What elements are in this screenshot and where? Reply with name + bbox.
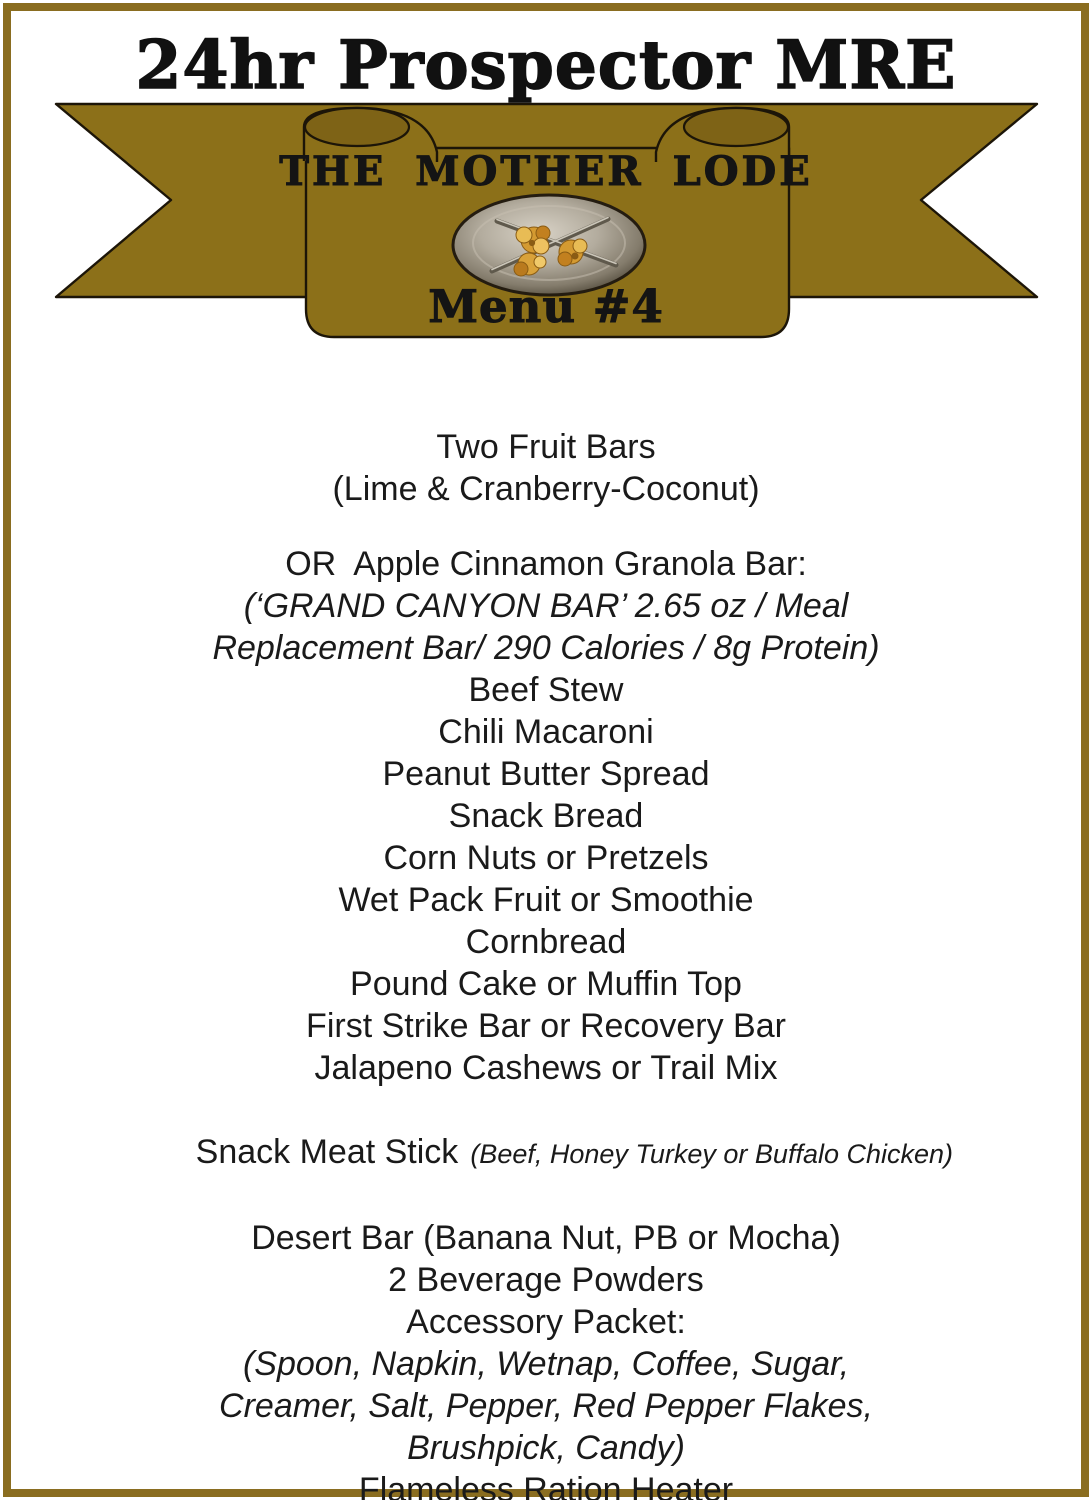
- scroll-curl-cap-left: [305, 108, 409, 146]
- menu-item-main: Snack Meat Stick: [195, 1133, 459, 1171]
- menu-item: Flameless Ration Heater: [358, 1471, 734, 1500]
- menu-item: 2 Beverage Powders: [388, 1261, 704, 1299]
- menu-item: Two Fruit Bars: [436, 428, 656, 466]
- menu-item: First Strike Bar or Recovery Bar: [306, 1007, 786, 1045]
- menu-item: Pound Cake or Muffin Top: [350, 965, 742, 1003]
- menu-item: Wet Pack Fruit or Smoothie: [338, 881, 754, 919]
- menu-item: Brushpick, Candy): [407, 1429, 685, 1467]
- banner-title: THE MOTHER LODE: [279, 148, 813, 195]
- menu-item: Desert Bar (Banana Nut, PB or Mocha): [251, 1219, 841, 1257]
- menu-item: Replacement Bar/ 290 Calories / 8g Protein): [212, 629, 880, 667]
- menu-item: (‘GRAND CANYON BAR’ 2.65 oz / Meal: [243, 587, 849, 625]
- menu-item: [0, 1089, 1092, 1217]
- menu-item-note: (Beef, Honey Turkey or Buffalo Chicken): [470, 1139, 954, 1169]
- menu-list: [0, 426, 1092, 1500]
- menu-item: Chili Macaroni: [438, 713, 654, 751]
- menu-number: Menu #4: [428, 280, 664, 333]
- menu-item: OR Apple Cinnamon Granola Bar:: [285, 545, 807, 583]
- menu-item: Snack Bread: [448, 797, 644, 835]
- menu-item: Jalapeno Cashews or Trail Mix: [314, 1049, 778, 1087]
- page-title: 24hr Prospector MRE: [135, 26, 957, 104]
- menu-item: (Lime & Cranberry-Coconut): [332, 470, 760, 508]
- menu-item: (Spoon, Napkin, Wetnap, Coffee, Sugar,: [242, 1345, 850, 1383]
- menu-item: Accessory Packet:: [406, 1303, 686, 1341]
- menu-item: Peanut Butter Spread: [382, 755, 710, 793]
- menu-item: Cornbread: [465, 923, 627, 961]
- menu-item: Creamer, Salt, Pepper, Red Pepper Flakes,: [219, 1387, 873, 1425]
- scroll-curl-cap-right: [684, 108, 788, 146]
- menu-item: Beef Stew: [468, 671, 624, 709]
- menu-item: Corn Nuts or Pretzels: [383, 839, 709, 877]
